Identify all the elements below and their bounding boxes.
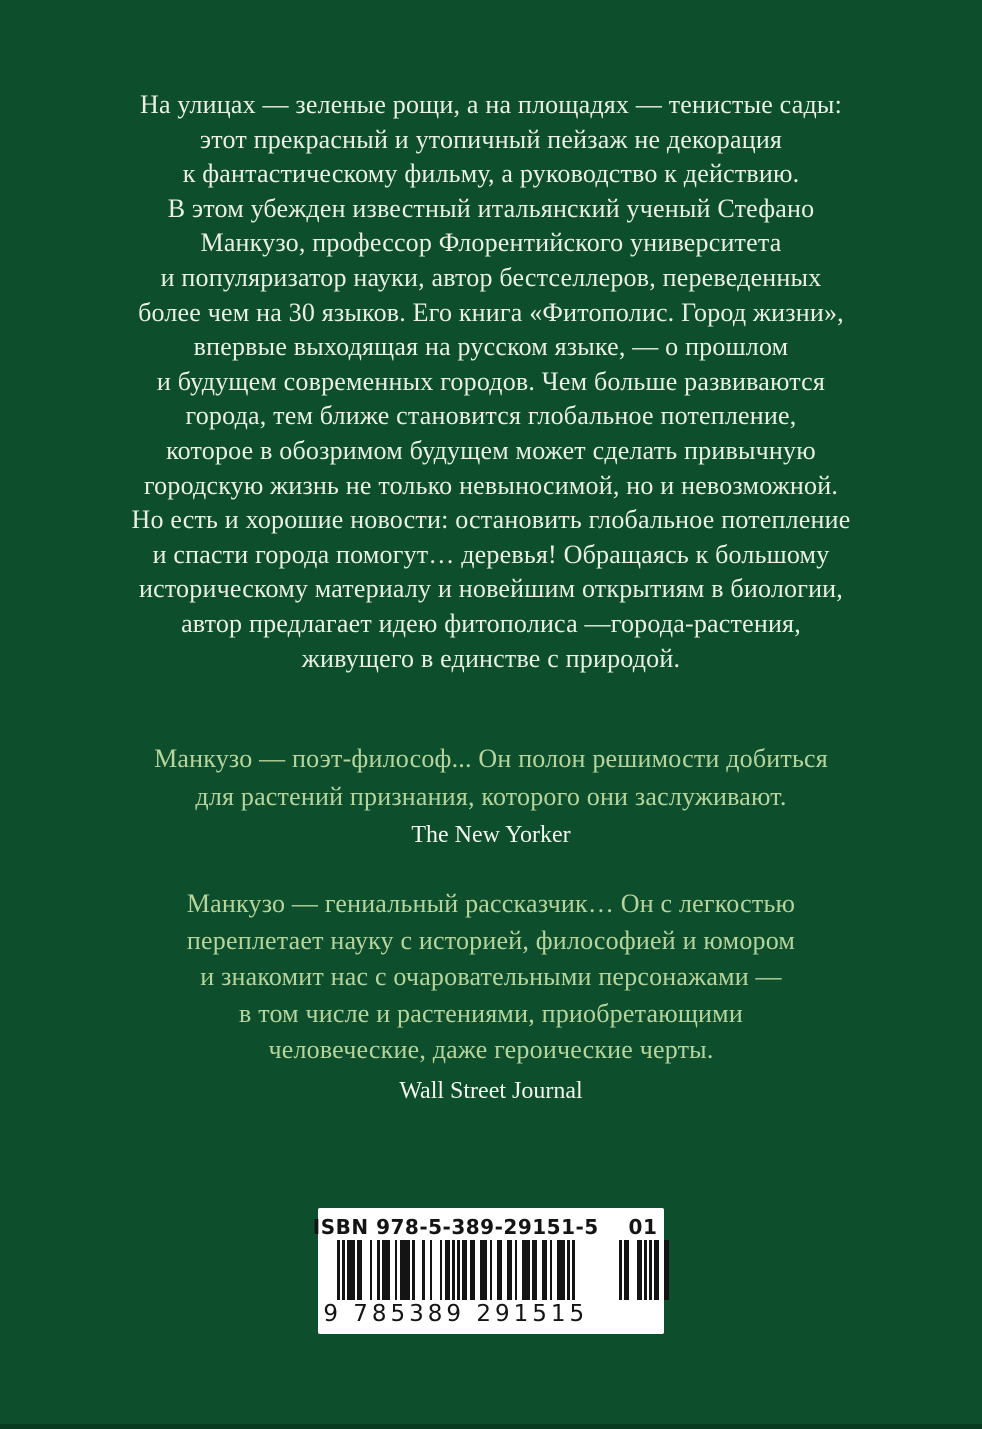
ean13-barcode — [337, 1240, 575, 1300]
text-line: На улицах — зеленые рощи, а на площадях — тенистые сады: — [140, 90, 842, 119]
barcode-addon-label: 01 — [628, 1214, 658, 1239]
text-line: впервые выходящая на русском языке, — о прошлом — [193, 332, 789, 362]
text-line: Манкузо — поэт-философ... Он полон решимости добиться — [154, 744, 828, 774]
text-line: живущего в единстве с природой. — [301, 643, 681, 673]
text-line: человеческие, даже героические черты. — [268, 1035, 714, 1065]
text-line: историческому материалу и новейшим открытиям в биологии, — [138, 574, 843, 604]
text-line: В этом убежден известный итальянский ученый Стефано — [167, 193, 815, 223]
quote-wall-street-journal — [0, 886, 982, 1069]
isbn-number-label: ISBN 978-5-389-29151-5 — [312, 1214, 599, 1239]
cover-bottom-edge — [0, 1424, 982, 1429]
text-line: переплетает науку с историей, философией и юмором — [186, 925, 796, 955]
annotation-text — [0, 0, 982, 676]
addon-barcode — [617, 1240, 670, 1300]
text-line: этот прекрасный и утопичный пейзаж не декорация — [199, 124, 783, 154]
barcode-digits-label: 9 785389 291515 — [323, 1300, 589, 1327]
text-line: в том числе и растениями, приобретающими — [239, 998, 743, 1028]
text-line: и спасти города помогут… деревья! Обращаясь к большому — [152, 539, 830, 569]
text-line: Манкузо — гениальный рассказчик… Он с легкостью — [186, 889, 796, 919]
text-line: Но есть и хорошие новости: остановить глобальное потепление — [131, 505, 851, 535]
addon-column — [617, 1216, 670, 1300]
text-line: которое в обозримом будущем может сделать привычную — [166, 435, 816, 465]
ean13-column — [313, 1216, 599, 1327]
text-line: более чем на 30 языков. Его книга «Фитополис. Город жизни», — [138, 297, 844, 327]
quote-new-yorker — [0, 740, 982, 815]
isbn-barcode-panel — [312, 1208, 664, 1334]
text-line: и популяризатор науки, автор бестселлеров, переведенных — [160, 262, 822, 292]
text-line: города, тем ближе становится глобальное потепление, — [185, 401, 797, 431]
quote-source-new-yorker: The New Yorker — [411, 822, 571, 849]
text-line: автор предлагает идею фитополиса —города-растения, — [181, 608, 801, 638]
quote-source-wall-street-journal: Wall Street Journal — [399, 1077, 583, 1104]
barcode-module — [667, 1240, 670, 1300]
text-line: городскую жизнь не только невыносимой, но и невозможной. — [143, 470, 839, 500]
text-line: и знакомит нас с очаровательными персонажами — — [200, 962, 782, 992]
barcode-module — [572, 1240, 575, 1300]
text-line: для растений признания, которого они заслуживают. — [195, 781, 787, 811]
text-line: к фантастическому фильму, а руководство к действию. — [182, 159, 800, 189]
text-line: Манкузо, профессор Флорентийского университета — [200, 228, 782, 258]
text-line: и будущем современных городов. Чем больше развиваются — [156, 366, 826, 396]
